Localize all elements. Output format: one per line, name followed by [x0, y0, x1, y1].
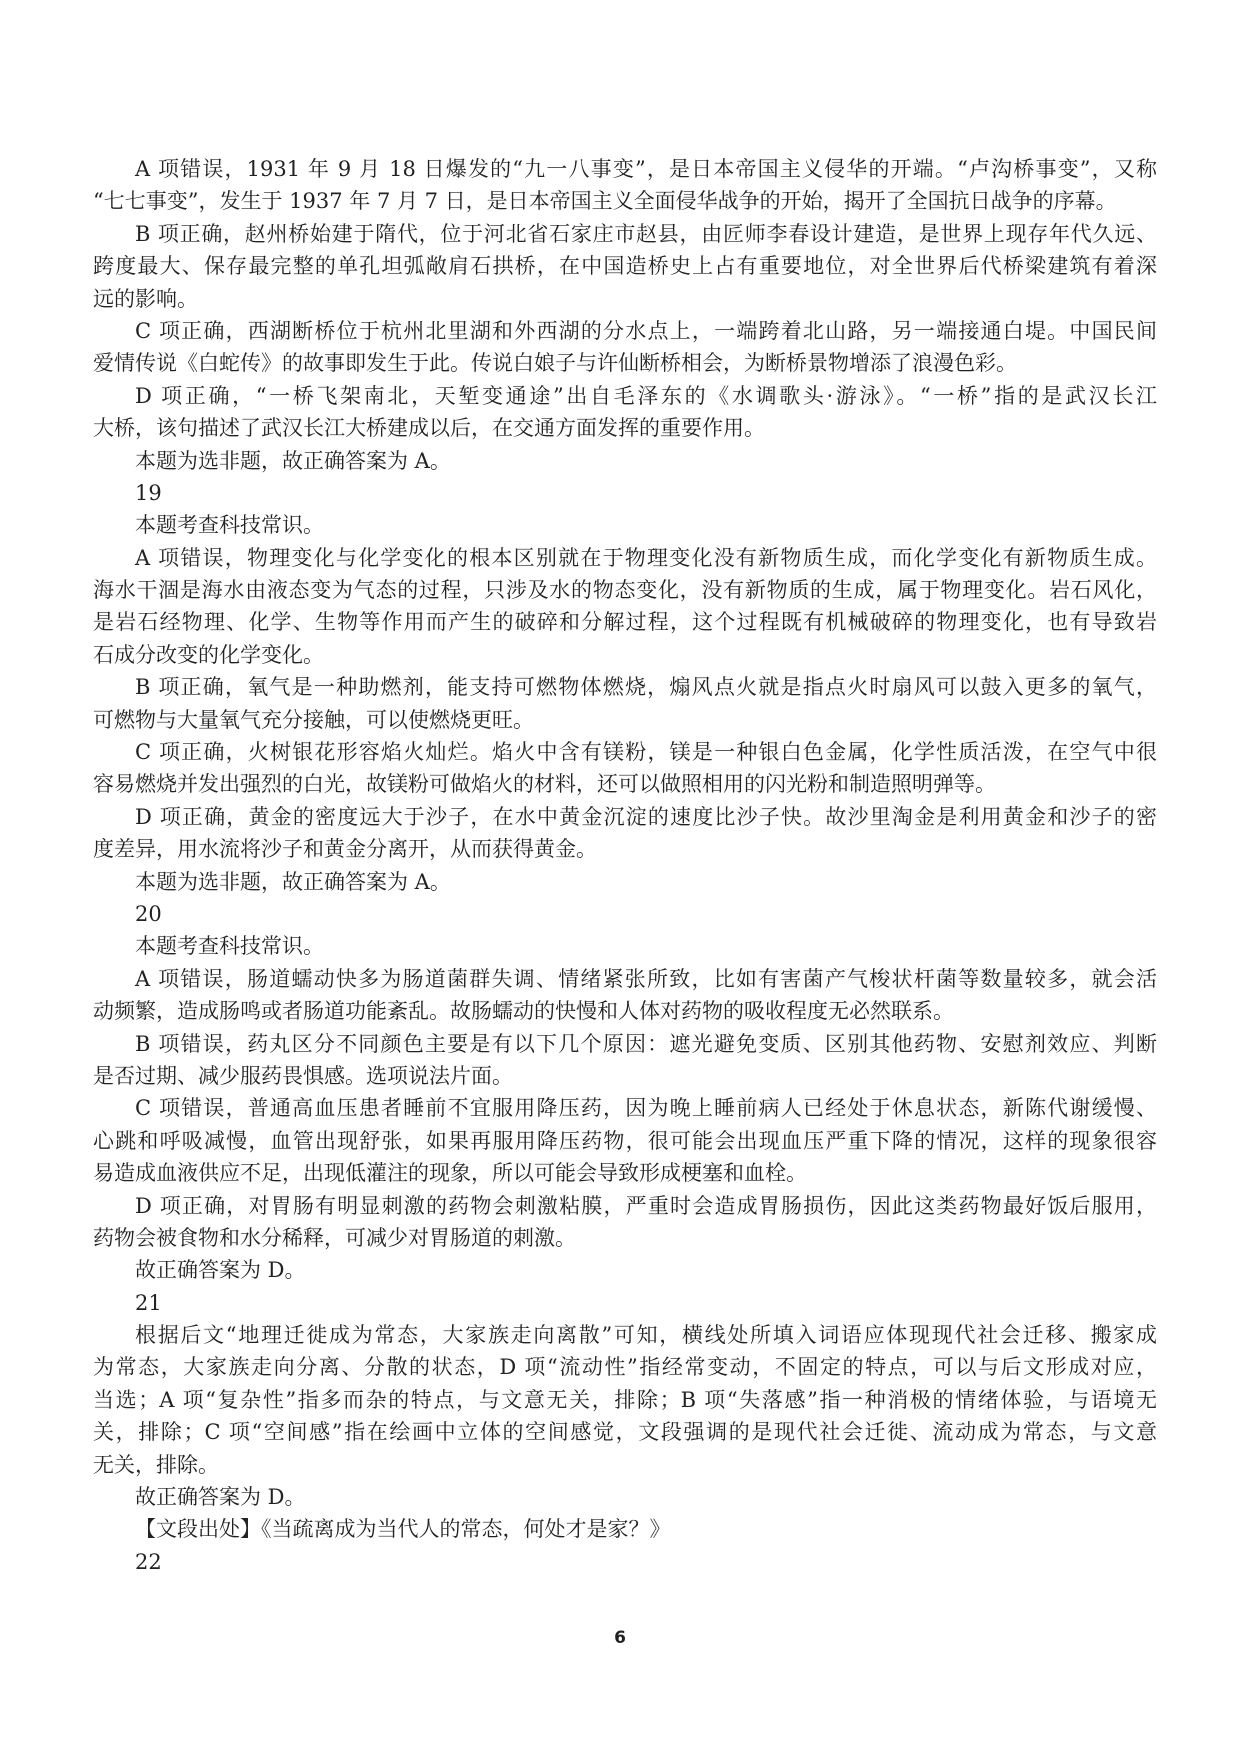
text-line: 跨度最大、保存最完整的单孔坦弧敞肩石拱桥，在中国造桥史上占有重要地位，对全世界后代桥梁建筑有着深 — [93, 254, 1157, 279]
page-number: 6 — [614, 1628, 626, 1648]
paragraph — [93, 509, 1157, 541]
text-line: 【文段出处】《当疏离成为当代人的常态，何处才是家？》 — [135, 1517, 671, 1542]
text-line: 是岩石经物理、化学、生物等作用而产生的破碎和分解过程，这个过程既有机械破碎的物理变化，也有导致岩 — [93, 610, 1157, 635]
paragraph — [93, 1190, 1157, 1255]
text-line: B 项正确，氧气是一种助燃剂，能支持可燃物体燃烧，煽风点火就是指点火时扇风可以鼓入更多的氧气， — [135, 675, 1157, 700]
paragraph — [93, 445, 1157, 477]
text-line: 心跳和呼吸减慢，血管出现舒张，如果再服用降压药物，很可能会出现血压严重下降的情况，这样的现象很容 — [93, 1128, 1157, 1153]
paragraph — [93, 963, 1157, 1028]
text-line: 药物会被食物和水分稀释，可减少对胃肠道的刺激。 — [93, 1225, 576, 1250]
text-line: A 项错误，肠道蠕动快多为肠道菌群失调、情绪紧张所致，比如有害菌产气梭状杆菌等数量较多，就会活 — [135, 966, 1157, 991]
text-line: D 项正确，“一桥飞架南北，天堑变通途”出自毛泽东的《水调歌头·游泳》。“一桥”指的是武汉长江 — [135, 383, 1157, 408]
text-line: 爱情传说《白蛇传》的故事即发生于此。传说白娘子与许仙断桥相会，为断桥景物增添了浪漫色彩。 — [93, 351, 1017, 376]
text-line: 22 — [135, 1549, 162, 1574]
paragraph — [93, 1254, 1157, 1286]
paragraph — [93, 1513, 1157, 1545]
paragraph — [93, 1028, 1157, 1093]
paragraph — [93, 1319, 1157, 1481]
text-line: C 项错误，普通高血压患者睡前不宜服用降压药，因为晚上睡前病人已经处于休息状态，新陈代谢缓慢、 — [135, 1096, 1157, 1121]
text-line: D 项正确，对胃肠有明显刺激的药物会刺激粘膜，严重时会造成胃肠损伤，因此这类药物最好饭后服用， — [135, 1193, 1157, 1218]
text-line: 故正确答案为 D。 — [135, 1258, 306, 1283]
text-line: 是否过期、减少服药畏惧感。选项说法片面。 — [93, 1063, 513, 1088]
text-line: 大桥，该句描述了武汉长江大桥建成以后，在交通方面发挥的重要作用。 — [93, 416, 765, 441]
text-line: 故正确答案为 D。 — [135, 1485, 306, 1510]
text-line: 21 — [135, 1290, 162, 1315]
text-line: C 项正确，火树银花形容焰火灿烂。焰火中含有镁粉，镁是一种银白色金属，化学性质活泼，在空气中很 — [135, 740, 1157, 765]
text-line: 可燃物与大量氧气充分接触，可以使燃烧更旺。 — [93, 707, 534, 732]
paragraph — [93, 736, 1157, 801]
text-line: 本题为选非题，故正确答案为 A。 — [135, 448, 451, 473]
text-line: 度差异，用水流将沙子和黄金分离开，从而获得黄金。 — [93, 837, 597, 862]
text-line: 易造成血液供应不足，出现低灌注的现象，所以可能会导致形成梗塞和血栓。 — [93, 1161, 807, 1186]
paragraph — [93, 542, 1157, 672]
document-body — [93, 153, 1157, 1578]
paragraph — [93, 930, 1157, 962]
text-line: D 项正确，黄金的密度远大于沙子，在水中黄金沉淀的速度比沙子快。故沙里淘金是利用黄金和沙子的密 — [135, 804, 1157, 829]
text-line: 动频繁，造成肠鸣或者肠道功能紊乱。故肠蠕动的快慢和人体对药物的吸收程度无必然联系。 — [93, 999, 954, 1024]
text-line: 本题考查科技常识。 — [135, 513, 324, 538]
text-line: 无关，排除。 — [93, 1452, 219, 1477]
text-line: “七七事变”，发生于 1937 年 7 月 7 日，是日本帝国主义全面侵华战争的开始，揭开了全国抗日战争的序幕。 — [93, 189, 1117, 214]
text-line: 20 — [135, 901, 162, 926]
text-line: A 项错误，物理变化与化学变化的根本区别就在于物理变化没有新物质生成，而化学变化有新物质生成。 — [135, 545, 1157, 570]
text-line: 容易燃烧并发出强烈的白光，故镁粉可做焰火的材料，还可以做照相用的闪光粉和制造照明弹等。 — [93, 772, 996, 797]
paragraph — [93, 153, 1157, 218]
paragraph — [93, 1092, 1157, 1189]
text-line: 根据后文“地理迁徙成为常态，大家族走向离散”可知，横线处所填入词语应体现现代社会迁移、搬家成 — [135, 1323, 1157, 1348]
paragraph — [93, 1481, 1157, 1513]
paragraph — [93, 801, 1157, 866]
text-line: A 项错误，1931 年 9 月 18 日爆发的“九一八事变”，是日本帝国主义侵华的开端。“卢沟桥事变”，又称 — [135, 157, 1157, 181]
text-line: 19 — [135, 480, 162, 505]
text-line: 石成分改变的化学变化。 — [93, 642, 324, 667]
text-line: 海水干涸是海水由液态变为气态的过程，只涉及水的物态变化，没有新物质的生成，属于物理变化。岩石风化， — [93, 578, 1157, 603]
text-line: B 项错误，药丸区分不同颜色主要是有以下几个原因：遮光避免变质、区别其他药物、安慰剂效应、判断 — [135, 1031, 1157, 1056]
text-line: 关，排除；C 项“空间感”指在绘画中立体的空间感觉，文段强调的是现代社会迁徙、流动成为常态，与文意 — [93, 1420, 1157, 1445]
paragraph — [93, 866, 1157, 898]
paragraph — [93, 671, 1157, 736]
paragraph — [93, 1546, 1157, 1578]
paragraph — [93, 1287, 1157, 1319]
text-line: C 项正确，西湖断桥位于杭州北里湖和外西湖的分水点上，一端跨着北山路，另一端接通白堤。中国民间 — [135, 318, 1157, 343]
text-line: B 项正确，赵州桥始建于隋代，位于河北省石家庄市赵县，由匠师李春设计建造，是世界上现存年代久远、 — [135, 221, 1157, 246]
text-line: 为常态，大家族走向分离、分散的状态，D 项“流动性”指经常变动，不固定的特点，可以与后文形成对应， — [93, 1355, 1157, 1380]
text-line: 远的影响。 — [93, 286, 198, 311]
text-line: 当选；A 项“复杂性”指多而杂的特点，与文意无关，排除；B 项“失落感”指一种消极的情绪体验，与语境无 — [93, 1387, 1157, 1412]
text-line: 本题为选非题，故正确答案为 A。 — [135, 869, 451, 894]
paragraph — [93, 218, 1157, 315]
text-line: 本题考查科技常识。 — [135, 934, 324, 959]
paragraph — [93, 315, 1157, 380]
paragraph — [93, 898, 1157, 930]
paragraph — [93, 477, 1157, 509]
paragraph — [93, 380, 1157, 445]
